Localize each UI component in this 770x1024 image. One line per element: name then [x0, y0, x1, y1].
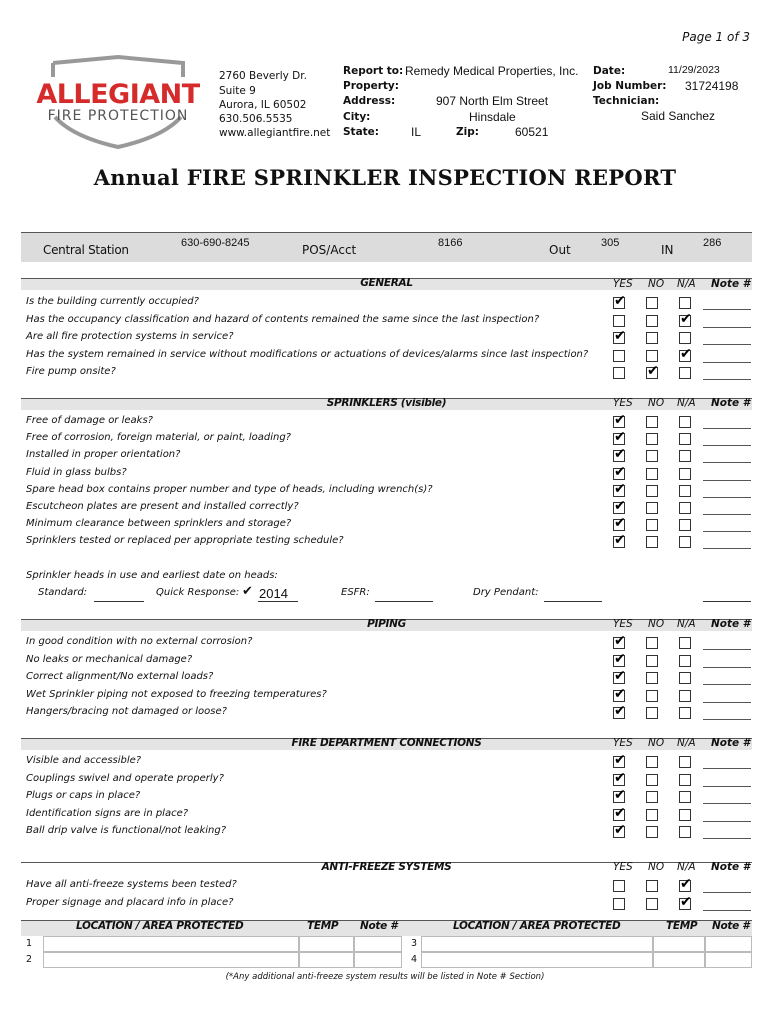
yes-checkbox[interactable] — [613, 498, 626, 514]
na-checkbox[interactable] — [679, 690, 691, 702]
yes-checkbox[interactable] — [613, 752, 626, 768]
question-text: Hangers/bracing not damaged or loose? — [26, 706, 227, 717]
na-checkbox[interactable] — [679, 310, 692, 327]
na-checkbox[interactable] — [679, 450, 691, 462]
zip-label: Zip: — [456, 126, 479, 138]
column-header-yes: YES — [613, 737, 633, 749]
logo-name: ALLEGIANT — [36, 79, 200, 110]
question-text: Has the system remained in service without modifications or actuations of devices/alarms since last inspection? — [26, 348, 589, 360]
central-station-label: Central Station — [43, 243, 129, 257]
no-checkbox[interactable] — [646, 433, 658, 445]
column-header-no: NO — [648, 737, 665, 749]
note-input[interactable] — [703, 684, 751, 685]
question-text: Couplings swivel and operate properly? — [26, 772, 224, 784]
na-checkbox[interactable] — [679, 774, 691, 786]
note-input[interactable] — [703, 327, 751, 328]
yes-checkbox[interactable] — [613, 463, 626, 480]
note-input[interactable] — [703, 462, 751, 463]
question-text: Are all fire protection systems in service? — [26, 331, 234, 342]
check-icon: ✔ — [680, 310, 692, 327]
column-header-note: Note # — [711, 618, 751, 630]
logo-subtitle: FIRE PROTECTION — [47, 108, 189, 124]
question-text: Free of corrosion, foreign material, or paint, loading? — [26, 432, 291, 444]
question-text: In good condition with no external corrosion? — [26, 636, 253, 647]
column-header-note: Note # — [711, 397, 751, 409]
yes-checkbox[interactable] — [613, 367, 625, 379]
question-text: Identification signs are in place? — [26, 807, 189, 819]
note-input[interactable] — [703, 445, 751, 446]
question-text: Free of damage or leaks? — [26, 415, 153, 426]
column-header-yes: YES — [613, 861, 633, 873]
location-input[interactable] — [421, 936, 653, 952]
heads-label: Sprinkler heads in use and earliest date on heads: — [26, 570, 278, 581]
fdc-section-header — [21, 738, 752, 750]
note-input[interactable] — [703, 548, 751, 549]
report-title: Annual FIRE SPRINKLER INSPECTION REPORT — [93, 165, 677, 190]
question-text: Ball drip valve is functional/not leaking? — [26, 825, 227, 836]
na-checkbox[interactable] — [679, 809, 691, 821]
note-input[interactable] — [354, 952, 402, 968]
note-input[interactable] — [705, 952, 752, 968]
property-label: Property: — [343, 80, 399, 92]
check-icon: ✔ — [680, 345, 692, 362]
column-header-no: NO — [648, 397, 665, 409]
question-text: Fire pump onsite? — [26, 366, 116, 377]
yes-checkbox[interactable] — [613, 668, 626, 684]
na-checkbox[interactable] — [679, 876, 692, 892]
no-checkbox[interactable] — [646, 536, 658, 548]
yes-checkbox[interactable] — [613, 515, 626, 532]
page-number: Page 1 of 3 — [682, 30, 750, 44]
na-checkbox[interactable] — [679, 345, 692, 362]
check-icon: ✔ — [614, 532, 626, 549]
temp-input[interactable] — [653, 952, 705, 968]
check-icon: ✔ — [614, 293, 626, 309]
temp-header-right: TEMP — [666, 920, 698, 932]
zip-value: 60521 — [515, 125, 549, 139]
central-station-value: 630-690-8245 — [181, 237, 250, 249]
na-checkbox[interactable] — [679, 519, 691, 531]
check-icon: ✔ — [614, 685, 626, 702]
na-checkbox[interactable] — [679, 672, 691, 684]
yes-checkbox[interactable] — [613, 898, 625, 910]
check-icon: ✔ — [614, 787, 626, 803]
note-input[interactable] — [703, 379, 751, 380]
note-input[interactable] — [703, 786, 751, 787]
question-text: Fluid in glass bulbs? — [26, 466, 127, 478]
question-text: Escutcheon plates are present and installed correctly? — [26, 501, 299, 512]
yes-checkbox[interactable] — [613, 804, 626, 821]
note-input[interactable] — [703, 362, 751, 363]
quick-response-check-icon: ✔ — [242, 584, 253, 599]
row-number: 4 — [411, 954, 418, 965]
na-checkbox[interactable] — [679, 707, 691, 719]
city-value: Hinsdale — [469, 110, 516, 124]
temp-input[interactable] — [299, 952, 354, 968]
pos-acct-value: 8166 — [438, 237, 463, 249]
pos-acct-label: POS/Acct — [302, 243, 357, 257]
company-address2: Suite 9 — [219, 85, 256, 97]
yes-checkbox[interactable] — [613, 315, 625, 327]
no-checkbox[interactable] — [646, 468, 658, 480]
state-value: IL — [411, 125, 422, 139]
question-text: Correct alignment/No external loads? — [26, 671, 214, 682]
no-checkbox[interactable] — [646, 502, 658, 514]
yes-checkbox[interactable] — [613, 822, 626, 838]
note-input[interactable] — [703, 344, 751, 345]
note-input[interactable] — [703, 531, 751, 532]
check-icon: ✔ — [614, 633, 626, 649]
company-web: www.allegiantfire.net — [219, 127, 331, 139]
check-icon: ✔ — [614, 328, 626, 344]
na-checkbox[interactable] — [679, 637, 691, 649]
no-checkbox[interactable] — [646, 898, 658, 910]
na-checkbox[interactable] — [679, 655, 691, 667]
check-icon: ✔ — [614, 668, 626, 684]
in-value: 286 — [703, 237, 722, 249]
note-input[interactable] — [703, 667, 751, 668]
question-text: Installed in proper orientation? — [26, 449, 181, 461]
note-input[interactable] — [703, 480, 751, 481]
no-checkbox[interactable] — [646, 363, 659, 379]
location-header-right: LOCATION / AREA PROTECTED — [453, 920, 621, 932]
report-to-value: Remedy Medical Properties, Inc. — [405, 64, 579, 78]
note-input[interactable] — [703, 497, 751, 498]
yes-checkbox[interactable] — [613, 633, 626, 649]
check-icon: ✔ — [614, 412, 626, 428]
yes-checkbox[interactable] — [613, 703, 626, 719]
address-label: Address: — [343, 95, 396, 107]
no-checkbox[interactable] — [646, 416, 658, 428]
no-checkbox[interactable] — [646, 690, 658, 702]
check-icon: ✔ — [647, 363, 659, 379]
na-checkbox[interactable] — [679, 367, 691, 379]
no-checkbox[interactable] — [646, 450, 658, 462]
na-checkbox[interactable] — [679, 756, 691, 768]
yes-checkbox[interactable] — [613, 685, 626, 702]
no-checkbox[interactable] — [646, 485, 658, 497]
note-input[interactable] — [703, 309, 751, 310]
central-station-bar — [21, 232, 752, 262]
out-value: 305 — [601, 237, 620, 249]
row-number: 2 — [26, 954, 33, 965]
esfr-label: ESFR: — [341, 587, 370, 598]
section-title: GENERAL — [360, 277, 413, 289]
na-checkbox[interactable] — [679, 791, 691, 803]
yes-checkbox[interactable] — [613, 293, 626, 309]
no-checkbox[interactable] — [646, 297, 658, 309]
no-checkbox[interactable] — [646, 880, 658, 892]
note-input[interactable] — [703, 768, 751, 769]
company-logo — [33, 55, 203, 150]
question-text: Have all anti-freeze systems been tested? — [26, 879, 237, 890]
technician-value: Said Sanchez — [641, 109, 716, 123]
job-label: Job Number: — [593, 80, 667, 92]
temp-header-left: TEMP — [307, 920, 339, 932]
section-title: PIPING — [367, 618, 406, 630]
temp-input[interactable] — [653, 936, 705, 952]
check-icon: ✔ — [614, 752, 626, 768]
note-input[interactable] — [703, 514, 751, 515]
na-checkbox[interactable] — [679, 485, 691, 497]
check-icon: ✔ — [614, 446, 626, 463]
na-checkbox[interactable] — [679, 468, 691, 480]
check-icon: ✔ — [614, 480, 626, 497]
yes-checkbox[interactable] — [613, 328, 626, 344]
no-checkbox[interactable] — [646, 809, 658, 821]
na-checkbox[interactable] — [679, 297, 691, 309]
check-icon: ✔ — [614, 769, 626, 786]
date-value: 11/29/2023 — [668, 64, 720, 76]
address-value: 907 North Elm Street — [436, 94, 549, 108]
note-input[interactable] — [703, 821, 751, 822]
question-text: Sprinklers tested or replaced per appropriate testing schedule? — [26, 535, 344, 547]
in-label: IN — [661, 243, 674, 257]
date-label: Date: — [593, 65, 626, 77]
check-icon: ✔ — [614, 804, 626, 821]
check-icon: ✔ — [614, 498, 626, 514]
question-text: Minimum clearance between sprinklers and storage? — [26, 518, 292, 530]
column-header-na: N/A — [677, 737, 696, 749]
column-header-no: NO — [648, 861, 665, 873]
na-checkbox[interactable] — [679, 893, 692, 910]
city-label: City: — [343, 111, 371, 123]
yes-checkbox[interactable] — [613, 650, 626, 667]
no-checkbox[interactable] — [646, 756, 658, 768]
piping-section-header — [21, 619, 752, 631]
location-input[interactable] — [43, 936, 299, 952]
yes-checkbox[interactable] — [613, 412, 626, 428]
state-label: State: — [343, 126, 380, 138]
note-input[interactable] — [703, 910, 751, 911]
question-text: Wet Sprinkler piping not exposed to freezing temperatures? — [26, 688, 327, 700]
note-input[interactable] — [703, 719, 751, 720]
column-header-yes: YES — [613, 618, 633, 630]
column-header-yes: YES — [613, 397, 633, 409]
no-checkbox[interactable] — [646, 637, 658, 649]
note-header-left: Note # — [360, 920, 398, 932]
quick-response-label: Quick Response: — [156, 587, 240, 598]
no-checkbox[interactable] — [646, 332, 658, 344]
no-checkbox[interactable] — [646, 791, 658, 803]
antifreeze-table — [21, 920, 752, 970]
temp-input[interactable] — [299, 936, 354, 952]
quick-response-field[interactable] — [258, 601, 298, 602]
location-input[interactable] — [421, 952, 653, 968]
note-input[interactable] — [703, 892, 751, 893]
sprinklers-section-header — [21, 398, 752, 410]
column-header-note: Note # — [711, 861, 751, 873]
yes-checkbox[interactable] — [613, 787, 626, 803]
question-text: Proper signage and placard info in place? — [26, 896, 234, 908]
check-icon: ✔ — [614, 822, 626, 838]
note-input[interactable] — [703, 702, 751, 703]
yes-checkbox[interactable] — [613, 880, 625, 892]
no-checkbox[interactable] — [646, 707, 658, 719]
note-input[interactable] — [703, 803, 751, 804]
no-checkbox[interactable] — [646, 826, 658, 838]
column-header-na: N/A — [677, 397, 696, 409]
question-text: Spare head box contains proper number and type of heads, including wrench(s)? — [26, 483, 433, 495]
column-header-note: Note # — [711, 278, 751, 290]
heads-note-field[interactable] — [703, 601, 751, 602]
yes-checkbox[interactable] — [613, 429, 626, 446]
no-checkbox[interactable] — [646, 655, 658, 667]
yes-checkbox[interactable] — [613, 446, 626, 463]
note-input[interactable] — [705, 936, 752, 952]
yes-checkbox[interactable] — [613, 350, 625, 362]
section-title: SPRINKLERS (visible) — [326, 397, 447, 409]
note-input[interactable] — [703, 428, 751, 429]
column-header-note: Note # — [711, 737, 751, 749]
dry-pendant-label: Dry Pendant: — [473, 587, 539, 598]
question-text: Has the occupancy classification and hazard of contents remained the same since the last inspection? — [26, 313, 540, 325]
no-checkbox[interactable] — [646, 350, 658, 362]
question-text: Is the building currently occupied? — [26, 296, 199, 307]
na-checkbox[interactable] — [679, 536, 691, 548]
column-header-na: N/A — [677, 618, 696, 630]
esfr-field[interactable] — [375, 601, 433, 602]
row-number: 3 — [411, 938, 418, 949]
na-checkbox[interactable] — [679, 433, 691, 445]
column-header-no: NO — [648, 278, 665, 290]
note-input[interactable] — [703, 649, 751, 650]
question-text: Visible and accessible? — [26, 755, 142, 766]
column-header-yes: YES — [613, 278, 633, 290]
job-value: 31724198 — [685, 79, 739, 93]
quick-response-value: 2014 — [259, 586, 288, 601]
technician-label: Technician: — [593, 95, 660, 107]
check-icon: ✔ — [680, 876, 692, 892]
out-label: Out — [549, 243, 571, 257]
row-number: 1 — [26, 938, 33, 949]
check-icon: ✔ — [680, 893, 692, 910]
no-checkbox[interactable] — [646, 519, 658, 531]
column-header-na: N/A — [677, 861, 696, 873]
na-checkbox[interactable] — [679, 826, 691, 838]
column-header-na: N/A — [677, 278, 696, 290]
standard-label: Standard: — [38, 587, 88, 598]
check-icon: ✔ — [614, 463, 626, 480]
location-header-left: LOCATION / AREA PROTECTED — [76, 920, 244, 932]
check-icon: ✔ — [614, 515, 626, 532]
company-address1: 2760 Beverly Dr. — [219, 70, 307, 82]
no-checkbox[interactable] — [646, 315, 658, 327]
question-text: Plugs or caps in place? — [26, 790, 141, 801]
note-input[interactable] — [703, 838, 751, 839]
na-checkbox[interactable] — [679, 332, 691, 344]
note-header-right: Note # — [712, 920, 750, 932]
section-title: ANTI-FREEZE SYSTEMS — [321, 861, 452, 873]
no-checkbox[interactable] — [646, 672, 658, 684]
location-input[interactable] — [43, 952, 299, 968]
dry-pendant-field[interactable] — [544, 601, 602, 602]
column-header-no: NO — [648, 618, 665, 630]
question-text: No leaks or mechanical damage? — [26, 653, 193, 665]
company-city: Aurora, IL 60502 — [219, 99, 307, 111]
antifreeze-footnote: (*Any additional anti-freeze system results will be listed in Note # Section) — [225, 972, 545, 982]
yes-checkbox[interactable] — [613, 532, 626, 549]
standard-field[interactable] — [94, 601, 144, 602]
yes-checkbox[interactable] — [613, 769, 626, 786]
check-icon: ✔ — [614, 429, 626, 446]
general-section-header — [21, 278, 752, 290]
check-icon: ✔ — [614, 703, 626, 719]
company-phone: 630.506.5535 — [219, 113, 293, 125]
note-input[interactable] — [354, 936, 402, 952]
no-checkbox[interactable] — [646, 774, 658, 786]
check-icon: ✔ — [614, 650, 626, 667]
yes-checkbox[interactable] — [613, 480, 626, 497]
antifreeze-section-header — [21, 862, 752, 874]
na-checkbox[interactable] — [679, 502, 691, 514]
section-title: FIRE DEPARTMENT CONNECTIONS — [291, 737, 482, 749]
na-checkbox[interactable] — [679, 416, 691, 428]
report-to-label: Report to: — [343, 65, 404, 77]
